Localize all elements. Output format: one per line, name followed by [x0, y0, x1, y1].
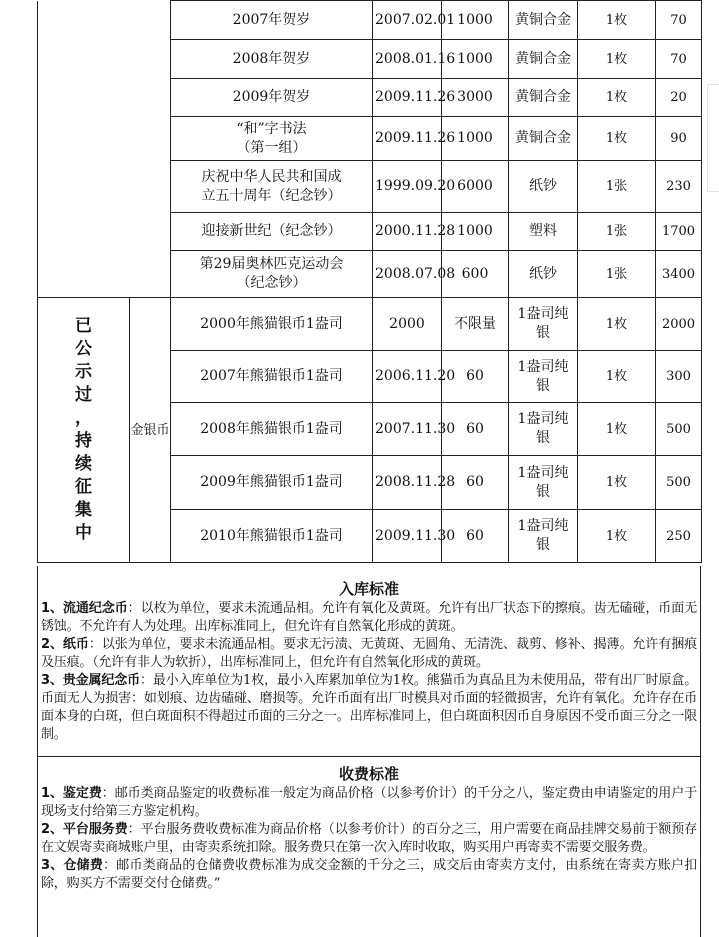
item-name	[171, 251, 373, 298]
issue-date: 2008.11.28	[373, 456, 442, 510]
item-name: 2007年贺岁	[171, 1, 373, 40]
item-name: 2008年熊猫银币1盎司	[171, 403, 373, 456]
issue-date: 2007.11.30	[373, 403, 442, 456]
issue-quantity: 6000	[442, 161, 509, 213]
material-line: 银	[536, 483, 550, 500]
fee-title: 收费标准	[338, 765, 399, 783]
issue-quantity: 不限量	[442, 298, 509, 351]
category-char: 已	[75, 316, 92, 336]
issue-date: 2000.11.28	[373, 213, 442, 251]
fee-item-label: 3、仓储费	[41, 858, 104, 873]
category-cell	[38, 298, 130, 563]
category-char: 征	[75, 477, 92, 497]
storage-item-text: ：以枚为单位，要求未流通品相。允许有氧化及黄斑。允许有出厂状态下的擦痕。齿无磕碰，币面无锈蚀。不允许有人为处理。出库标准同上，但允许有自然氧化形成的黄斑。	[41, 601, 697, 634]
material-line: 1盎司纯	[517, 306, 569, 322]
material-line: 1盎司纯	[517, 411, 569, 427]
material	[509, 456, 578, 510]
storage-item	[41, 636, 697, 672]
issue-date: 2006.11.20	[373, 351, 442, 403]
blank-cell	[38, 1, 171, 298]
type-cell: 金银币	[130, 298, 171, 563]
material	[509, 351, 578, 403]
material-line: 银	[536, 537, 550, 553]
item-name-line: 第29届奥林匹克运动会	[199, 256, 344, 272]
item-name-line: （第一组）	[236, 139, 307, 156]
item-name	[171, 161, 373, 213]
price: 90	[656, 117, 702, 161]
issue-date: 2008.07.08	[373, 251, 442, 298]
material-line: 1盎司纯	[517, 518, 569, 534]
price: 500	[656, 456, 702, 510]
table-row	[38, 298, 702, 351]
material-line: 银	[536, 377, 550, 394]
unit: 1枚	[578, 351, 656, 403]
fee-item-text: ：邮币类商品的仓储费收费标准为成交金额的千分之三，成交后由寄卖方支付，由系统在寄卖方账户扣除，购买方不需要交付仓储费。”	[41, 858, 697, 891]
issue-quantity: 1000	[442, 213, 509, 251]
material: 纸钞	[509, 251, 578, 298]
section-divider	[38, 756, 700, 757]
unit: 1枚	[578, 117, 656, 161]
storage-title: 入库标准	[338, 580, 399, 598]
item-name	[171, 117, 373, 161]
storage-item	[41, 600, 697, 636]
fee-item-text: ：邮币类商品鉴定的收费标准一般定为商品价格（以参考价计）的千分之八，鉴定费由申请鉴定的用户于现场支付给第三方鉴定机构。	[41, 786, 697, 819]
unit: 1枚	[578, 1, 656, 40]
item-name: 迎接新世纪（纪念钞）	[171, 213, 373, 251]
material: 黄铜合金	[509, 40, 578, 79]
material: 黄铜合金	[509, 79, 578, 117]
issue-quantity: 60	[442, 456, 509, 510]
item-name: 2009年贺岁	[171, 79, 373, 117]
issue-date: 2008.01.16	[373, 40, 442, 79]
issue-date: 2009.11.26	[373, 79, 442, 117]
category-char: 示	[75, 362, 92, 382]
issue-date: 2000	[373, 298, 442, 351]
issue-quantity: 60	[442, 510, 509, 563]
fee-item	[41, 857, 697, 893]
standards-section	[37, 566, 701, 937]
category-char: 集	[75, 500, 92, 520]
price: 70	[656, 1, 702, 40]
fee-item-label: 1、鉴定费	[41, 786, 102, 801]
collection-table	[37, 0, 702, 563]
table-row	[38, 1, 702, 40]
price: 70	[656, 40, 702, 79]
storage-item-label: 3、贵金属纪念币	[41, 673, 141, 688]
issue-quantity: 600	[442, 251, 509, 298]
price: 2000	[656, 298, 702, 351]
material	[509, 403, 578, 456]
category-char: 续	[75, 454, 92, 474]
price: 230	[656, 161, 702, 213]
price: 20	[656, 79, 702, 117]
material: 黄铜合金	[509, 117, 578, 161]
category-char: 公	[75, 339, 92, 359]
material	[509, 510, 578, 563]
unit: 1枚	[578, 403, 656, 456]
material-line: 银	[536, 325, 550, 341]
unit: 1张	[578, 161, 656, 213]
issue-date: 2007.02.01	[373, 1, 442, 40]
fee-item	[41, 785, 697, 821]
price: 3400	[656, 251, 702, 298]
unit: 1枚	[578, 510, 656, 563]
fee-item-text: ：平台服务费收费标准为商品价格（以参考价计）的百分之三，用户需要在商品挂牌交易前于额预存在文娱寄卖商城账户里，由寄卖系统扣除。服务费只在第一次入库时收取，购买用户再寄卖不需要交服务费。	[41, 822, 697, 855]
storage-item-text: ：最小入库单位为1枚，最小入库累加单位为1枚。熊猫币为真品且为未使用品，带有出厂时原盒。币面无人为损害：如划痕、边齿磕碰、磨损等。允许币面有出厂时模具对币面的轻微损害，允许有氧化。允许存在币面本身的白斑，但白斑面积不得超过币面的三分之一。出库标准同上，但白斑面积因币自身原因不受币面三分之一限制。	[41, 673, 697, 742]
material: 黄铜合金	[509, 1, 578, 40]
issue-quantity: 60	[442, 351, 509, 403]
item-name: 2000年熊猫银币1盎司	[171, 298, 373, 351]
unit: 1枚	[578, 298, 656, 351]
category-char: 过	[75, 385, 92, 405]
material: 塑料	[509, 213, 578, 251]
fee-item-label: 2、平台服务费	[41, 822, 128, 837]
material-line: 1盎司纯	[517, 464, 569, 481]
item-name-line: （纪念钞）	[236, 275, 307, 291]
unit: 1张	[578, 251, 656, 298]
material-line: 银	[536, 430, 550, 446]
unit: 1枚	[578, 79, 656, 117]
price: 250	[656, 510, 702, 563]
storage-item	[41, 672, 697, 744]
item-name-line: 庆祝中华人民共和国成	[201, 168, 342, 185]
item-name-line: 立五十周年（纪念钞）	[201, 187, 342, 204]
storage-item-label: 2、纸币	[41, 637, 89, 652]
issue-quantity: 60	[442, 403, 509, 456]
item-name: 2010年熊猫银币1盎司	[171, 510, 373, 563]
item-name-line: “和”字书法	[236, 120, 307, 137]
issue-quantity: 3000	[442, 79, 509, 117]
issue-quantity: 1000	[442, 40, 509, 79]
price: 300	[656, 351, 702, 403]
category-char: 持	[75, 431, 92, 451]
category-char: 中	[75, 523, 92, 543]
material: 纸钞	[509, 161, 578, 213]
item-name: 2008年贺岁	[171, 40, 373, 79]
storage-item-text: ：以张为单位，要求未流通品相。要求无污渍、无黄斑、无圆角、无清洗、裁剪、修补、揭薄。允许有捆痕及压痕。（允许有非人为软折），出库标准同上，但允许有自然氧化形成的黄斑。	[41, 637, 697, 670]
issue-date: 1999.09.20	[373, 161, 442, 213]
price: 500	[656, 403, 702, 456]
material	[509, 298, 578, 351]
fee-standard	[38, 763, 700, 893]
material-line: 1盎司纯	[517, 358, 569, 375]
issue-quantity: 1000	[442, 1, 509, 40]
side-frame	[707, 84, 719, 192]
category-char: ，	[75, 408, 92, 428]
price: 1700	[656, 213, 702, 251]
issue-date: 2009.11.30	[373, 510, 442, 563]
item-name: 2007年熊猫银币1盎司	[171, 351, 373, 403]
item-name: 2009年熊猫银币1盎司	[171, 456, 373, 510]
issue-date: 2009.11.26	[373, 117, 442, 161]
storage-item-label: 1、流通纪念币	[41, 601, 128, 616]
unit: 1张	[578, 213, 656, 251]
unit: 1枚	[578, 456, 656, 510]
unit: 1枚	[578, 40, 656, 79]
fee-item	[41, 821, 697, 857]
storage-standard	[38, 578, 700, 744]
issue-quantity: 1000	[442, 117, 509, 161]
